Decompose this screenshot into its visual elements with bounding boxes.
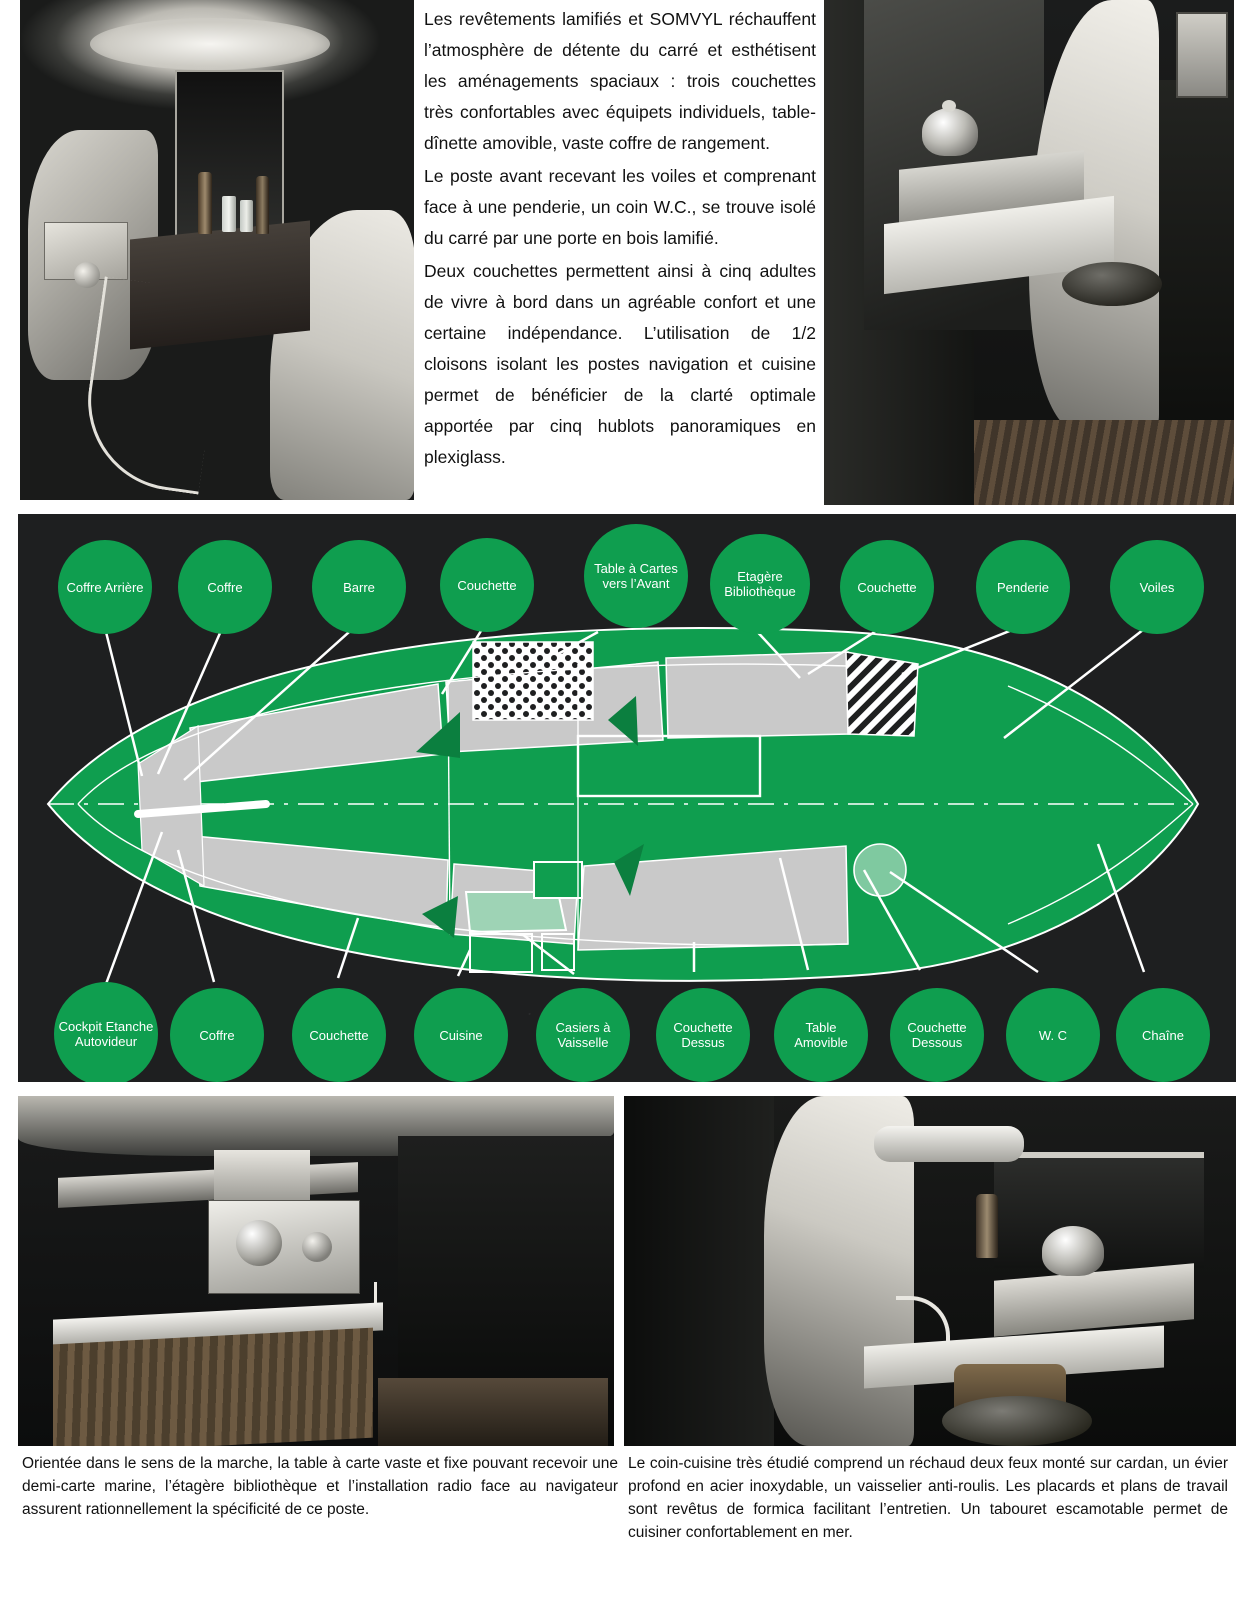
label-etagere-bibliotheque[interactable]	[710, 534, 810, 634]
label-coffre-top[interactable]	[178, 540, 272, 634]
caption-left-text: Orientée dans le sens de la marche, la table à carte vaste et fixe pouvant recevoir une demi-carte marine, l’étagère bibliothèque et l’installation radio face au navigateur assurent rationnellement la spécificité de ce poste.	[22, 1455, 618, 1518]
chart-table-radio-photo	[18, 1096, 614, 1446]
bottle	[976, 1194, 998, 1258]
label-coffre-bottom[interactable]	[170, 988, 264, 1082]
glass	[240, 200, 253, 232]
wood-panel	[53, 1328, 373, 1446]
radio-knob	[74, 262, 100, 288]
label-text: Coffre	[207, 579, 243, 595]
label-text: Penderie	[996, 579, 1050, 595]
label-text: Couchette Dessous	[907, 1020, 967, 1050]
sink-bowl	[1062, 262, 1162, 306]
label-casiers-a-vaisselle[interactable]	[536, 988, 630, 1082]
label-text: Cuisine	[439, 1027, 483, 1043]
label-text: Barre	[343, 579, 375, 595]
label-text: Couchette	[309, 1027, 369, 1043]
label-cuisine[interactable]	[414, 988, 508, 1082]
floor-highlight	[378, 1378, 608, 1446]
label-text: Couchette	[457, 577, 517, 593]
label-text: Coffre Arrière	[66, 579, 144, 595]
folding-stool	[942, 1396, 1092, 1446]
kitchen-corner-photo	[624, 1096, 1236, 1446]
label-table-amovible[interactable]	[774, 988, 868, 1082]
label-couchette-bottom-1[interactable]	[292, 988, 386, 1082]
bottle	[256, 176, 269, 234]
radio-dial-small	[302, 1232, 332, 1262]
ceiling-light	[874, 1126, 1024, 1162]
pot	[1042, 1226, 1104, 1276]
intro-paragraph-2: Le poste avant recevant les voiles et comprenant face à une penderie, un coin W.C., se trouve isolé du carré par une porte en bois lamifié.	[424, 166, 816, 248]
label-couchette-top-1[interactable]	[440, 538, 534, 632]
photo-content	[18, 1096, 614, 1446]
sink-area	[534, 862, 582, 898]
photo-content	[20, 0, 414, 500]
wood-floor	[974, 420, 1234, 505]
wc-area	[854, 844, 906, 896]
photo-content	[624, 1096, 1236, 1446]
caption-right	[628, 1452, 1228, 1544]
top-section	[0, 0, 1253, 512]
ceiling-light	[90, 18, 330, 70]
label-text: Voiles	[1139, 579, 1175, 595]
cabin-interior-photo	[20, 0, 414, 500]
label-wc[interactable]	[1006, 988, 1100, 1082]
label-chaine[interactable]	[1116, 988, 1210, 1082]
label-couchette-dessus[interactable]	[656, 988, 750, 1082]
label-text: Coffre	[199, 1027, 235, 1043]
label-text: Table Amovible	[794, 1020, 848, 1050]
intro-paragraph-1: Les revêtements lamifiés et SOMVYL réchauffent l’atmosphère de détente du carré et esthétisent les aménagements spaciaux : trois couchettes très confortables avec équipets individuels, table-dînette amovible, vaste coffre de rangement.	[424, 9, 816, 153]
chart-table-area	[473, 642, 593, 720]
label-coffre-arriere[interactable]	[58, 540, 152, 634]
wall-picture	[1176, 12, 1228, 98]
label-text: W. C	[1038, 1027, 1068, 1043]
boat-layout-diagram	[18, 514, 1236, 1082]
photo-content	[824, 0, 1234, 505]
label-text: Chaîne	[1142, 1027, 1184, 1043]
label-barre[interactable]	[312, 540, 406, 634]
label-text: Couchette Dessus	[673, 1020, 733, 1050]
label-cockpit-etanche-autovideur[interactable]	[54, 982, 158, 1082]
galley-stove-photo	[824, 0, 1234, 505]
dark-area	[624, 1096, 774, 1446]
label-text: Table à Cartes vers l’Avant	[594, 561, 678, 591]
label-text: Etagère Bibliothèque	[724, 569, 796, 599]
kettle-lid	[942, 100, 956, 112]
label-text: Couchette	[857, 579, 917, 595]
intro-paragraph-3: Deux couchettes permettent ainsi à cinq adultes de vivre à bord dans un agréable confort et une certaine indépendance. L’utilisation de 1/2 cloisons isolant les postes navigation et cuisine permet de bénéficier de la clarté optimale apportée par cinq hublots panoramiques en plexiglass.	[424, 261, 816, 467]
label-penderie[interactable]	[976, 540, 1070, 634]
caption-left	[22, 1452, 618, 1521]
bottle	[198, 172, 212, 234]
wardrobe-area	[846, 652, 918, 736]
caption-right-text: Le coin-cuisine très étudié comprend un réchaud deux feux monté sur cardan, un évier profond en acier inoxydable, un vaisselier anti-roulis. Les placards et plans de travail sont revêtus de formica facilitant l’entretien. Un tabouret escamotable permet de cuisiner confortablement en mer.	[628, 1455, 1228, 1541]
radio-unit	[208, 1200, 360, 1294]
faucet	[896, 1296, 950, 1346]
label-couchette-top-2[interactable]	[840, 540, 934, 634]
radio-dial	[236, 1220, 282, 1266]
kettle	[922, 108, 978, 156]
label-text: Cockpit Etanche Autovideur	[58, 1019, 154, 1049]
label-couchette-dessous[interactable]	[890, 988, 984, 1082]
gimbal-stove	[994, 1263, 1194, 1336]
label-voiles[interactable]	[1110, 540, 1204, 634]
label-table-a-cartes[interactable]	[584, 524, 688, 628]
intro-text-column	[424, 4, 816, 473]
label-text: Casiers à Vaisselle	[555, 1020, 611, 1050]
glass	[222, 196, 236, 232]
